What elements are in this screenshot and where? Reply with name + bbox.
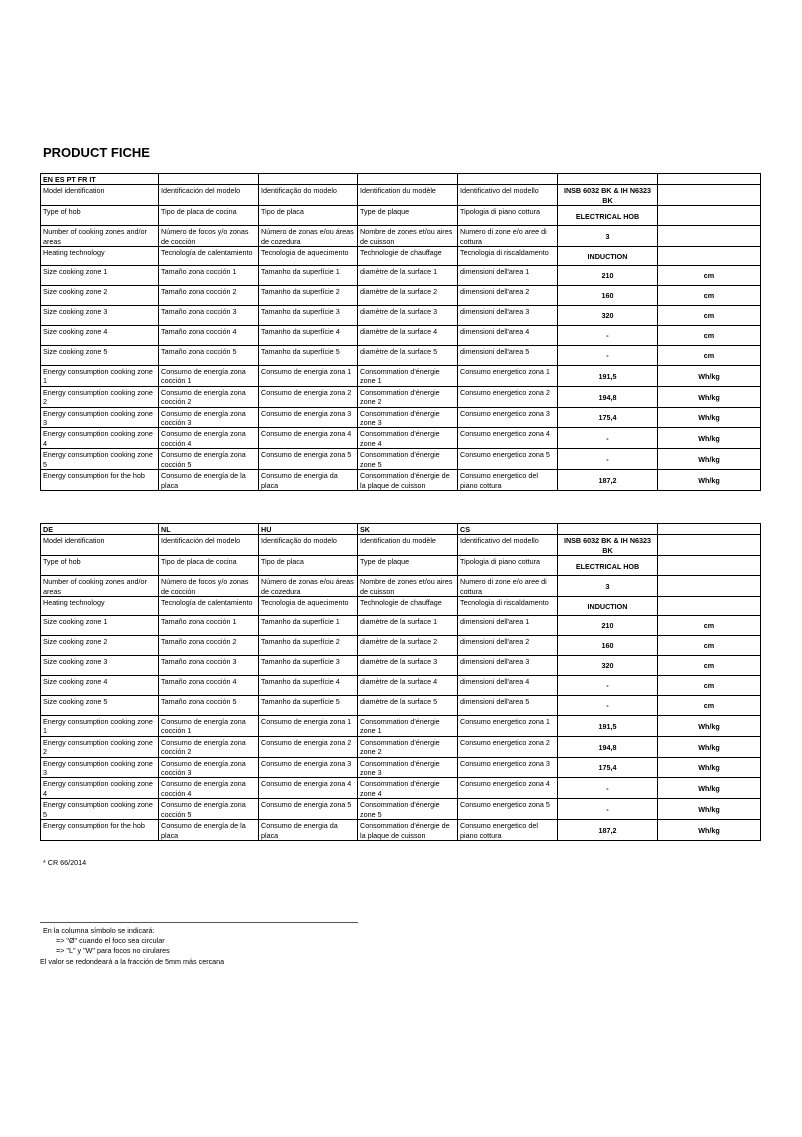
label-cell: Tamanho da superfície 2 [259, 286, 358, 306]
page-title: PRODUCT FICHE [43, 145, 150, 160]
label-cell: Tipologia di piano cottura [458, 206, 558, 226]
value-cell: - [558, 346, 658, 366]
label-cell: Energy consumption cooking zone 5 [41, 799, 159, 820]
label-cell: diamètre de la surface 3 [358, 306, 458, 326]
label-cell: Tamaño zona cocción 3 [159, 306, 259, 326]
label-cell: Identificação do modelo [259, 185, 358, 206]
label-cell: Consumo de energía zona cocción 5 [159, 799, 259, 820]
label-cell: Número de focos y/o zonas de cocción [159, 226, 259, 247]
label-cell: Consommation d'énergie zone 5 [358, 449, 458, 470]
label-cell: diamètre de la surface 1 [358, 616, 458, 636]
label-cell: Identificación del modelo [159, 185, 259, 206]
table-row [41, 535, 761, 556]
unit-cell [658, 556, 761, 576]
value-cell: 175,4 [558, 407, 658, 428]
label-cell: Type de plaque [358, 206, 458, 226]
unit-cell: cm [658, 616, 761, 636]
label-cell: Consumo de energía zona cocción 2 [159, 386, 259, 407]
language-header-cell: NL [159, 524, 259, 535]
table-row [41, 778, 761, 799]
label-cell: Nombre de zones et/ou aires de cuisson [358, 576, 458, 597]
table-row [41, 676, 761, 696]
label-cell: Number of cooking zones and/or areas [41, 576, 159, 597]
label-cell: Energy consumption cooking zone 3 [41, 757, 159, 778]
label-cell: diamètre de la surface 1 [358, 266, 458, 286]
label-cell: Size cooking zone 1 [41, 266, 159, 286]
unit-cell: Wh/kg [658, 778, 761, 799]
label-cell: Consumo de energia da placa [259, 820, 358, 841]
value-cell: INSB 6032 BK & IH N6323 BK [558, 185, 658, 206]
label-cell: Tamanho da superfície 3 [259, 306, 358, 326]
table-row [41, 736, 761, 757]
unit-cell: cm [658, 326, 761, 346]
unit-cell: Wh/kg [658, 449, 761, 470]
table-row [41, 428, 761, 449]
label-cell: Tipo de placa de cocina [159, 556, 259, 576]
product-fiche-table-2 [40, 523, 761, 841]
label-cell: Size cooking zone 3 [41, 656, 159, 676]
table-row [41, 206, 761, 226]
label-cell: Consommation d'énergie de la plaque de cuisson [358, 820, 458, 841]
table-row [41, 185, 761, 206]
label-cell: Consumo de energia zona 1 [259, 716, 358, 737]
table-row [41, 266, 761, 286]
language-header-cell: DE [41, 524, 159, 535]
label-cell: Consommation d'énergie zone 2 [358, 386, 458, 407]
unit-cell: Wh/kg [658, 386, 761, 407]
footnote-line: El valor se redondeará a la fracción de 5mm más cercana [40, 957, 225, 966]
label-cell: Tamaño zona cocción 2 [159, 286, 259, 306]
label-cell: diamètre de la surface 5 [358, 696, 458, 716]
label-cell: Model identification [41, 185, 159, 206]
table-row [41, 286, 761, 306]
label-cell: Tecnologia de aquecimento [259, 597, 358, 616]
value-cell: ELECTRICAL HOB [558, 206, 658, 226]
label-cell: Size cooking zone 1 [41, 616, 159, 636]
unit-cell: Wh/kg [658, 428, 761, 449]
label-cell: Consumo de energía zona cocción 3 [159, 407, 259, 428]
label-cell: Size cooking zone 4 [41, 676, 159, 696]
table-row [41, 407, 761, 428]
value-cell: 160 [558, 636, 658, 656]
label-cell: Nombre de zones et/ou aires de cuisson [358, 226, 458, 247]
label-cell: Consumo de energia zona 5 [259, 799, 358, 820]
label-cell: Energy consumption cooking zone 1 [41, 716, 159, 737]
unit-cell: Wh/kg [658, 820, 761, 841]
value-cell: 191,5 [558, 716, 658, 737]
label-cell: diamètre de la surface 4 [358, 326, 458, 346]
label-cell: Energy consumption cooking zone 4 [41, 778, 159, 799]
value-cell: 210 [558, 266, 658, 286]
language-header-cell [458, 174, 558, 185]
label-cell: Tamaño zona cocción 4 [159, 676, 259, 696]
footnote-divider [40, 922, 358, 923]
table-row [41, 470, 761, 491]
value-cell: INDUCTION [558, 247, 658, 266]
table-row [41, 556, 761, 576]
label-cell: Tecnología de calentamiento [159, 247, 259, 266]
label-cell: Consumo de energia zona 5 [259, 449, 358, 470]
unit-cell [658, 206, 761, 226]
label-cell: Consumo energetico zona 2 [458, 386, 558, 407]
language-header-cell: CS [458, 524, 558, 535]
label-cell: diamètre de la surface 2 [358, 636, 458, 656]
label-cell: dimensioni dell'area 2 [458, 286, 558, 306]
label-cell: dimensioni dell'area 5 [458, 696, 558, 716]
label-cell: Tamaño zona cocción 2 [159, 636, 259, 656]
footnote-line: En la columna símbolo se indicará: [43, 926, 155, 935]
unit-cell: cm [658, 636, 761, 656]
value-cell: - [558, 696, 658, 716]
language-header-cell: EN ES PT FR IT [41, 174, 159, 185]
label-cell: Consumo de energia zona 3 [259, 407, 358, 428]
label-cell: Tipo de placa [259, 556, 358, 576]
table-row [41, 636, 761, 656]
label-cell: Energy consumption cooking zone 1 [41, 366, 159, 387]
label-cell: Energy consumption cooking zone 3 [41, 407, 159, 428]
label-cell: Energy consumption cooking zone 2 [41, 386, 159, 407]
value-cell: INDUCTION [558, 597, 658, 616]
table-header-row [41, 524, 761, 535]
label-cell: Technologie de chauffage [358, 247, 458, 266]
unit-cell [658, 597, 761, 616]
value-cell: 320 [558, 306, 658, 326]
label-cell: Energy consumption for the hob [41, 470, 159, 491]
label-cell: Consommation d'énergie zone 2 [358, 736, 458, 757]
label-cell: Energy consumption cooking zone 2 [41, 736, 159, 757]
label-cell: Consumo de energía zona cocción 5 [159, 449, 259, 470]
unit-cell: Wh/kg [658, 757, 761, 778]
value-cell: 191,5 [558, 366, 658, 387]
label-cell: Consumo de energía de la placa [159, 470, 259, 491]
label-cell: Tamaño zona cocción 4 [159, 326, 259, 346]
label-cell: Consumo energetico zona 4 [458, 428, 558, 449]
label-cell: Tecnología de calentamiento [159, 597, 259, 616]
label-cell: Size cooking zone 5 [41, 696, 159, 716]
label-cell: Consumo energetico del piano cottura [458, 470, 558, 491]
label-cell: Identificación del modelo [159, 535, 259, 556]
value-cell: 3 [558, 226, 658, 247]
table-row [41, 656, 761, 676]
language-header-cell [358, 174, 458, 185]
label-cell: Consumo de energía zona cocción 3 [159, 757, 259, 778]
label-cell: Consumo de energía zona cocción 1 [159, 716, 259, 737]
product-fiche-table-1 [40, 173, 761, 491]
label-cell: Heating technology [41, 597, 159, 616]
label-cell: Consommation d'énergie zone 4 [358, 778, 458, 799]
label-cell: Tipologia di piano cottura [458, 556, 558, 576]
label-cell: Consumo energetico zona 3 [458, 757, 558, 778]
label-cell: Type of hob [41, 556, 159, 576]
label-cell: Tamaño zona cocción 3 [159, 656, 259, 676]
label-cell: Consommation d'énergie zone 3 [358, 407, 458, 428]
label-cell: Tipo de placa de cocina [159, 206, 259, 226]
label-cell: Type of hob [41, 206, 159, 226]
regulation-note: * CR 66/2014 [43, 858, 87, 867]
unit-cell [658, 576, 761, 597]
label-cell: Tamaño zona cocción 5 [159, 346, 259, 366]
value-cell: INSB 6032 BK & IH N6323 BK [558, 535, 658, 556]
label-cell: Consumo de energia zona 2 [259, 736, 358, 757]
unit-cell: Wh/kg [658, 407, 761, 428]
value-cell: - [558, 799, 658, 820]
unit-cell: cm [658, 676, 761, 696]
label-cell: Size cooking zone 2 [41, 286, 159, 306]
label-cell: dimensioni dell'area 3 [458, 306, 558, 326]
value-cell: 210 [558, 616, 658, 636]
label-cell: Identification du modèle [358, 185, 458, 206]
label-cell: Size cooking zone 4 [41, 326, 159, 346]
label-cell: Number of cooking zones and/or areas [41, 226, 159, 247]
language-header-cell [658, 524, 761, 535]
table-row [41, 757, 761, 778]
unit-cell [658, 185, 761, 206]
label-cell: Tamaño zona cocción 1 [159, 266, 259, 286]
unit-cell: Wh/kg [658, 470, 761, 491]
label-cell: Heating technology [41, 247, 159, 266]
label-cell: Consumo de energía zona cocción 2 [159, 736, 259, 757]
label-cell: Tecnologia di riscaldamento [458, 247, 558, 266]
label-cell: Tecnologia di riscaldamento [458, 597, 558, 616]
table-row [41, 366, 761, 387]
label-cell: Model identification [41, 535, 159, 556]
label-cell: Número de focos y/o zonas de cocción [159, 576, 259, 597]
label-cell: Type de plaque [358, 556, 458, 576]
label-cell: Consumo de energia zona 1 [259, 366, 358, 387]
label-cell: Tamaño zona cocción 5 [159, 696, 259, 716]
label-cell: Tamaño zona cocción 1 [159, 616, 259, 636]
value-cell: 320 [558, 656, 658, 676]
unit-cell: cm [658, 656, 761, 676]
label-cell: Consumo energetico zona 1 [458, 716, 558, 737]
label-cell: Consumo energetico del piano cottura [458, 820, 558, 841]
language-header-cell [159, 174, 259, 185]
label-cell: diamètre de la surface 3 [358, 656, 458, 676]
value-cell: 175,4 [558, 757, 658, 778]
table-row [41, 616, 761, 636]
label-cell: Tecnologia de aquecimento [259, 247, 358, 266]
unit-cell: Wh/kg [658, 736, 761, 757]
language-header-cell: HU [259, 524, 358, 535]
label-cell: Tipo de placa [259, 206, 358, 226]
unit-cell [658, 535, 761, 556]
unit-cell [658, 247, 761, 266]
label-cell: Consommation d'énergie zone 1 [358, 716, 458, 737]
label-cell: Tamanho da superfície 2 [259, 636, 358, 656]
value-cell: - [558, 326, 658, 346]
label-cell: dimensioni dell'area 4 [458, 326, 558, 346]
table-header-row [41, 174, 761, 185]
unit-cell: cm [658, 696, 761, 716]
label-cell: Consommation d'énergie zone 4 [358, 428, 458, 449]
label-cell: Tamanho da superfície 3 [259, 656, 358, 676]
label-cell: Consumo de energia zona 4 [259, 428, 358, 449]
label-cell: Tamanho da superfície 4 [259, 326, 358, 346]
table-row [41, 696, 761, 716]
unit-cell: cm [658, 306, 761, 326]
value-cell: - [558, 449, 658, 470]
label-cell: dimensioni dell'area 3 [458, 656, 558, 676]
value-cell: 160 [558, 286, 658, 306]
label-cell: Tamanho da superfície 4 [259, 676, 358, 696]
label-cell: diamètre de la surface 2 [358, 286, 458, 306]
label-cell: Technologie de chauffage [358, 597, 458, 616]
label-cell: dimensioni dell'area 1 [458, 266, 558, 286]
label-cell: Energy consumption cooking zone 5 [41, 449, 159, 470]
label-cell: Energy consumption cooking zone 4 [41, 428, 159, 449]
language-header-cell: SK [358, 524, 458, 535]
label-cell: Identificativo del modello [458, 185, 558, 206]
unit-cell: cm [658, 266, 761, 286]
label-cell: Consumo de energia zona 2 [259, 386, 358, 407]
value-cell: 194,8 [558, 736, 658, 757]
label-cell: Consumo energetico zona 3 [458, 407, 558, 428]
label-cell: dimensioni dell'area 2 [458, 636, 558, 656]
label-cell: Consommation d'énergie zone 3 [358, 757, 458, 778]
label-cell: Número de zonas e/ou áreas de cozedura [259, 226, 358, 247]
unit-cell [658, 226, 761, 247]
label-cell: Consumo de energía de la placa [159, 820, 259, 841]
label-cell: Identificação do modelo [259, 535, 358, 556]
table-row [41, 799, 761, 820]
label-cell: diamètre de la surface 5 [358, 346, 458, 366]
label-cell: Consumo energetico zona 2 [458, 736, 558, 757]
unit-cell: Wh/kg [658, 366, 761, 387]
label-cell: Consumo de energia zona 4 [259, 778, 358, 799]
label-cell: dimensioni dell'area 1 [458, 616, 558, 636]
table-row [41, 820, 761, 841]
value-cell: - [558, 676, 658, 696]
label-cell: Consommation d'énergie zone 1 [358, 366, 458, 387]
value-cell: ELECTRICAL HOB [558, 556, 658, 576]
table-row [41, 226, 761, 247]
label-cell: Identificativo del modello [458, 535, 558, 556]
table-row [41, 597, 761, 616]
table-row [41, 326, 761, 346]
label-cell: Size cooking zone 2 [41, 636, 159, 656]
table-row [41, 247, 761, 266]
language-header-cell [658, 174, 761, 185]
label-cell: Consumo energetico zona 5 [458, 449, 558, 470]
table-row [41, 306, 761, 326]
label-cell: Consumo de energía zona cocción 4 [159, 778, 259, 799]
label-cell: Número de zonas e/ou áreas de cozedura [259, 576, 358, 597]
label-cell: Size cooking zone 3 [41, 306, 159, 326]
value-cell: - [558, 428, 658, 449]
table-row [41, 716, 761, 737]
table-row [41, 576, 761, 597]
label-cell: Consumo de energia zona 3 [259, 757, 358, 778]
label-cell: Consumo de energía zona cocción 4 [159, 428, 259, 449]
language-header-cell [558, 174, 658, 185]
label-cell: dimensioni dell'area 5 [458, 346, 558, 366]
language-header-cell [558, 524, 658, 535]
label-cell: diamètre de la surface 4 [358, 676, 458, 696]
footnote-line: => "L" y "W" para focos no cirulares [56, 946, 170, 955]
label-cell: Numero di zone e/o aree di cottura [458, 226, 558, 247]
label-cell: Tamanho da superfície 1 [259, 616, 358, 636]
value-cell: 187,2 [558, 820, 658, 841]
label-cell: Energy consumption for the hob [41, 820, 159, 841]
value-cell: 3 [558, 576, 658, 597]
language-header-cell [259, 174, 358, 185]
label-cell: dimensioni dell'area 4 [458, 676, 558, 696]
label-cell: Tamanho da superfície 5 [259, 696, 358, 716]
table-row [41, 449, 761, 470]
label-cell: Identification du modèle [358, 535, 458, 556]
table-row [41, 386, 761, 407]
footnote-line: => "Ø" cuando el foco sea circular [56, 936, 165, 945]
value-cell: 194,8 [558, 386, 658, 407]
unit-cell: cm [658, 346, 761, 366]
table-row [41, 346, 761, 366]
unit-cell: cm [658, 286, 761, 306]
label-cell: Size cooking zone 5 [41, 346, 159, 366]
label-cell: Numero di zone e/o aree di cottura [458, 576, 558, 597]
label-cell: Consumo de energia da placa [259, 470, 358, 491]
label-cell: Consumo de energía zona cocción 1 [159, 366, 259, 387]
unit-cell: Wh/kg [658, 799, 761, 820]
label-cell: Tamanho da superfície 1 [259, 266, 358, 286]
label-cell: Consumo energetico zona 4 [458, 778, 558, 799]
unit-cell: Wh/kg [658, 716, 761, 737]
label-cell: Consumo energetico zona 1 [458, 366, 558, 387]
label-cell: Consumo energetico zona 5 [458, 799, 558, 820]
label-cell: Consommation d'énergie zone 5 [358, 799, 458, 820]
value-cell: 187,2 [558, 470, 658, 491]
label-cell: Consommation d'énergie de la plaque de cuisson [358, 470, 458, 491]
value-cell: - [558, 778, 658, 799]
label-cell: Tamanho da superfície 5 [259, 346, 358, 366]
